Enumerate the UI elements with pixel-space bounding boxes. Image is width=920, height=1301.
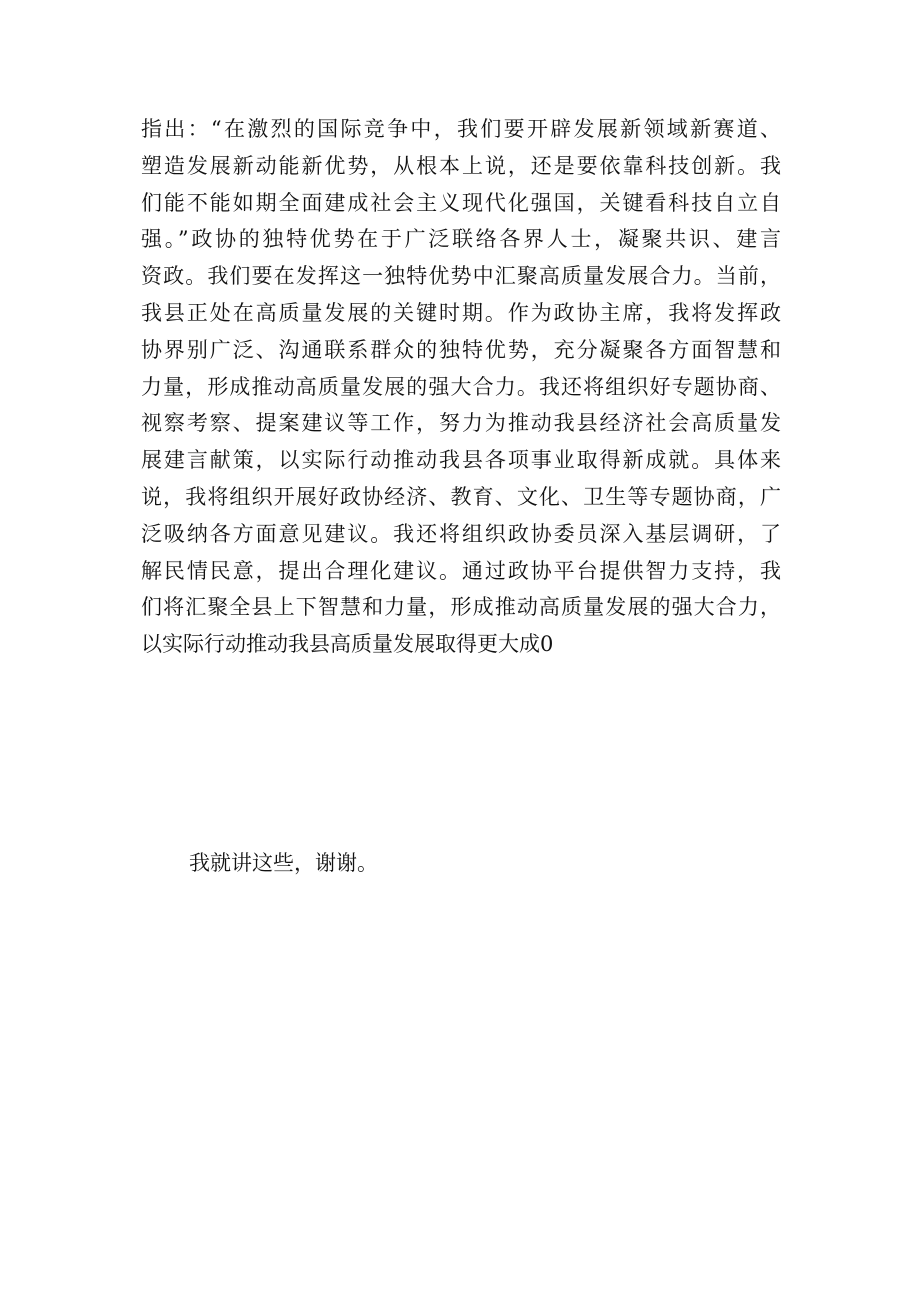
paragraph-line: 我县正处在高质量发展的关键时期。作为政协主席，我将发挥政 (141, 300, 781, 325)
paragraph-line: 强。”政协的独特优势在于广泛联络各界人士，凝聚共识、建言 (141, 227, 781, 252)
paragraph-line: 视察考察、提案建议等工作，努力为推动我县经济社会高质量发 (141, 411, 781, 436)
paragraph-line: 资政。我们要在发挥这一独特优势中汇聚高质量发展合力。当前， (141, 264, 781, 289)
paragraph-line: 协界别广泛、沟通联系群众的独特优势，充分凝聚各方面智慧和 (141, 337, 781, 362)
paragraph-line: 以实际行动推动我县高质量发展取得更大成0 (141, 632, 554, 657)
paragraph-line: 们能不能如期全面建成社会主义现代化强国，关键看科技自立自 (141, 190, 781, 215)
closing-remark: 我就讲这些，谢谢。 (189, 851, 378, 875)
paragraph-line: 塑造发展新动能新优势，从根本上说，还是要依靠科技创新。我 (141, 153, 781, 178)
paragraph-line: 们将汇聚全县上下智慧和力量，形成推动高质量发展的强大合力， (141, 595, 781, 620)
paragraph-line: 力量，形成推动高质量发展的强大合力。我还将组织好专题协商、 (141, 374, 781, 399)
paragraph-line: 解民情民意，提出合理化建议。通过政协平台提供智力支持，我 (141, 558, 781, 583)
paragraph-line: 指出：“在激烈的国际竞争中，我们要开辟发展新领域新赛道、 (141, 117, 781, 141)
paragraph-line: 泛吸纳各方面意见建议。我还将组织政协委员深入基层调研，了 (141, 521, 781, 546)
body-paragraph (141, 111, 781, 663)
paragraph-line: 展建言献策，以实际行动推动我县各项事业取得新成就。具体来 (141, 448, 781, 473)
paragraph-line: 说，我将组织开展好政协经济、教育、文化、卫生等专题协商，广 (141, 484, 781, 509)
